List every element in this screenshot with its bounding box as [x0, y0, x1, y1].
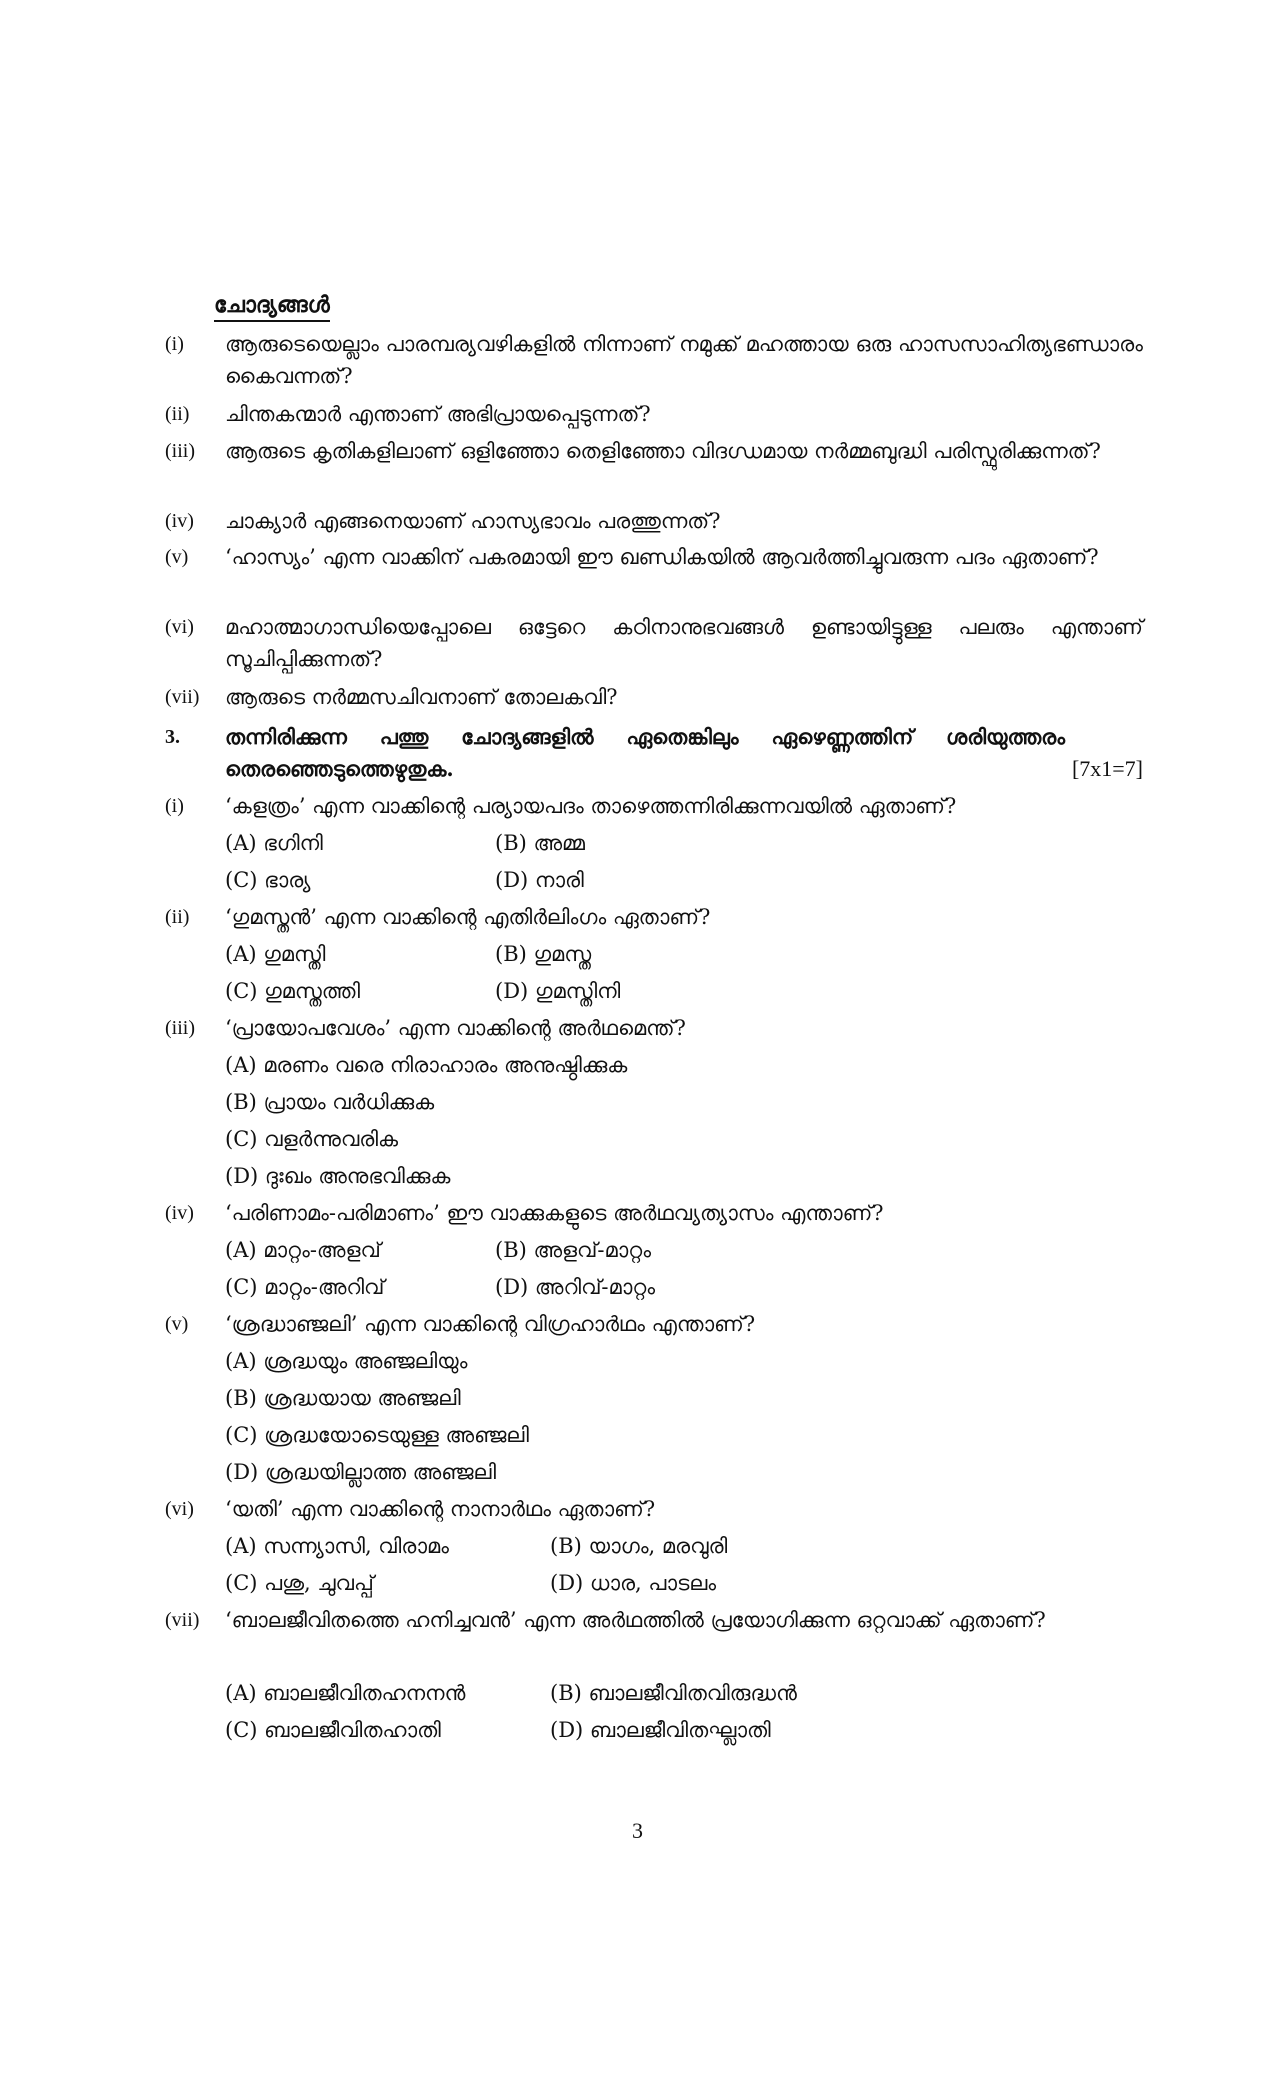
option-d: (D) ദുഃഖം അനുഭവിക്കുക	[225, 1164, 451, 1188]
option-b: (B) യാഗം, മരവുരി	[550, 1534, 728, 1558]
option-c: (C) ഭാര്യ	[225, 868, 311, 892]
option-a: (A) ഭഗിനി	[225, 831, 323, 855]
option-d: (D) അറിവ്-മാറ്റം	[495, 1275, 656, 1299]
question-number: (vi)	[165, 1498, 194, 1520]
option-b: (B) ശ്രദ്ധയായ അഞ്ജലി	[225, 1386, 461, 1410]
question-number: (iii)	[165, 440, 195, 462]
question-number: (i)	[165, 333, 184, 355]
question-text: ആരുടെ നർമ്മസചിവനാണ് തോലകവി?	[225, 685, 618, 709]
option-c: (C) ബാലജീവിതഹാതി	[225, 1718, 441, 1742]
question-text: ‘പ്രായോപവേശം’ എന്ന വാക്കിന്റെ അർഥമെന്ത്?	[225, 1016, 686, 1040]
option-d: (D) ഗുമസ്തിനി	[495, 979, 621, 1003]
question-number: (iv)	[165, 1202, 194, 1224]
option-a: (A) സന്ന്യാസി, വിരാമം	[225, 1534, 449, 1558]
question-number: (vi)	[165, 616, 194, 638]
question-text: ‘ശ്രദ്ധാഞ്ജലി’ എന്ന വാക്കിന്റെ വിഗ്രഹാർഥം എന്താണ്?	[225, 1312, 756, 1336]
option-c: (C) ശ്രദ്ധയോടെയുള്ള അഞ്ജലി	[225, 1423, 529, 1447]
page-number: 3	[632, 1818, 643, 1843]
question-number: (v)	[165, 1313, 189, 1335]
question-text: ‘കളത്രം’ എന്ന വാക്കിന്റെ പര്യായപദം താഴെത്തന്നിരിക്കുന്നവയിൽ ഏതാണ്?	[225, 794, 957, 818]
question-text: ‘ഹാസ്യം’ എന്ന വാക്കിന് പകരമായി ഈ ഖണ്ഡികയിൽ ആവർത്തിച്ചുവരുന്ന പദം ഏതാണ്?	[225, 545, 1099, 569]
question-text: ‘ബാലജീവിതത്തെ ഹനിച്ചവൻ’ എന്ന അർഥത്തിൽ പ്രയോഗിക്കുന്ന ഒറ്റവാക്ക് ഏതാണ്?	[225, 1608, 1046, 1632]
section-instruction-text: തന്നിരിക്കുന്ന പത്തു ചോദ്യങ്ങളിൽ ഏതെങ്കിലും ഏഴെണ്ണത്തിന് ശരിയുത്തരം തെരഞ്ഞെടുത്തെഴുതുക.	[225, 724, 1065, 781]
marks-label: [7x1=7]	[1071, 756, 1143, 781]
question-text: ചാക്യാർ എങ്ങനെയാണ് ഹാസ്യഭാവം പരത്തുന്നത്?	[225, 509, 721, 533]
question-number: (ii)	[165, 403, 190, 425]
option-a: (A) മാറ്റം-അളവ്	[225, 1238, 381, 1262]
question-text: ആരുടെ കൃതികളിലാണ് ഒളിഞ്ഞോ തെളിഞ്ഞോ വിദഗ്ധമായ നർമ്മബുദ്ധി പരിസ്ഫുരിക്കുന്നത്?	[225, 439, 1101, 463]
option-c: (C) ഗുമസ്തത്തി	[225, 979, 361, 1003]
option-a: (A) ശ്രദ്ധയും അഞ്ജലിയും	[225, 1349, 468, 1373]
question-number: (iii)	[165, 1017, 195, 1039]
option-b: (B) പ്രായം വർധിക്കുക	[225, 1090, 435, 1114]
option-d: (D) ബാലജീവിതഘ്ലാതി	[550, 1718, 771, 1742]
option-a: (A) ബാലജീവിതഹനനൻ	[225, 1681, 466, 1705]
question-number: (ii)	[165, 906, 190, 928]
question-text: ചിന്തകന്മാർ എന്താണ് അഭിപ്രായപ്പെടുന്നത്?	[225, 402, 651, 426]
option-c: (C) പശു, ചുവപ്പ്	[225, 1571, 374, 1595]
question-text: ‘പരിണാമം-പരിമാണം’ ഈ വാക്കുകളുടെ അർഥവ്യത്യാസം എന്താണ്?	[225, 1201, 884, 1225]
option-d: (D) നാരി	[495, 868, 584, 892]
option-b: (B) ഗുമസ്ത	[495, 942, 592, 966]
question-text: ആരുടെയെല്ലാം പാരമ്പര്യവഴികളിൽ നിന്നാണ് നമുക്ക് മഹത്തായ ഒരു ഹാസസാഹിത്യഭണ്ഡാരം കൈവന്നത്?	[225, 332, 1143, 388]
option-c: (C) വളർന്നുവരിക	[225, 1127, 399, 1151]
option-b: (B) അമ്മ	[495, 831, 586, 855]
question-text: മഹാത്മാഗാന്ധിയെപ്പോലെ ഒട്ടേറെ കഠിനാനുഭവങ്ങൾ ഉണ്ടായിട്ടുള്ള പലരും എന്താണ് സൂചിപ്പിക്കുന്നത്?	[225, 615, 1143, 671]
question-number: (v)	[165, 546, 189, 568]
section-number: 3.	[165, 726, 180, 748]
question-number: (vii)	[165, 1609, 200, 1631]
question-number: (iv)	[165, 510, 194, 532]
question-text: ‘ഗുമസ്തൻ’ എന്ന വാക്കിന്റെ എതിർലിംഗം ഏതാണ്?	[225, 905, 711, 929]
option-b: (B) അളവ്-മാറ്റം	[495, 1238, 652, 1262]
question-number: (vii)	[165, 686, 200, 708]
option-a: (A) മരണം വരെ നിരാഹാരം അനുഷ്ഠിക്കുക	[225, 1053, 628, 1077]
question-number: (i)	[165, 795, 184, 817]
option-b: (B) ബാലജീവിതവിരുദ്ധൻ	[550, 1681, 797, 1705]
option-a: (A) ഗുമസ്തി	[225, 942, 326, 966]
option-d: (D) ശ്രദ്ധയില്ലാത്ത അഞ്ജലി	[225, 1460, 497, 1484]
option-d: (D) ധാര, പാടലം	[550, 1571, 717, 1595]
question-text: ‘യതി’ എന്ന വാക്കിന്റെ നാനാർഥം ഏതാണ്?	[225, 1497, 656, 1521]
option-c: (C) മാറ്റം-അറിവ്	[225, 1275, 385, 1299]
questions-heading: ചോദ്യങ്ങൾ	[214, 292, 330, 322]
